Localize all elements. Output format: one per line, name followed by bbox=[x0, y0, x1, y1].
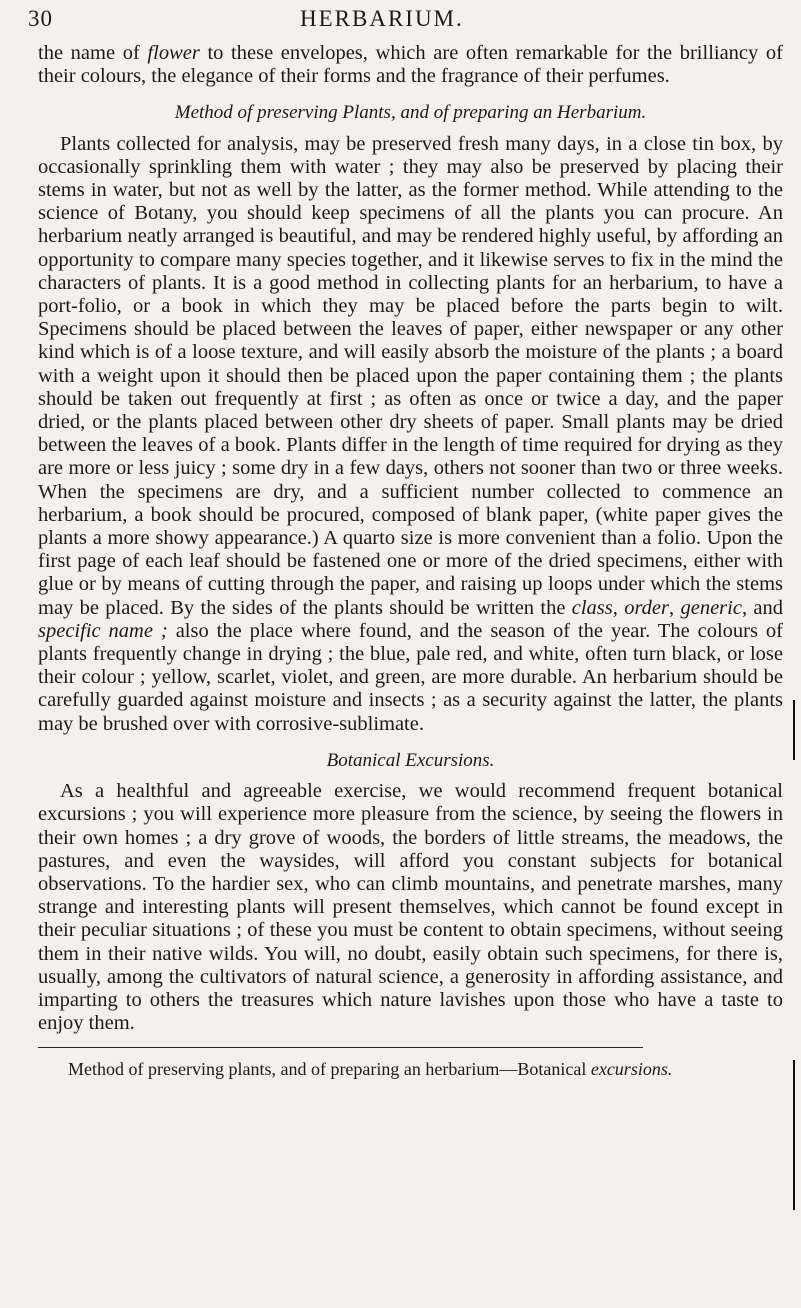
sep: , bbox=[669, 596, 681, 619]
section-heading-excursions: Botanical Excursions. bbox=[326, 749, 495, 771]
intro-text-a: the name of bbox=[38, 42, 148, 64]
footnote-text: Method of preserving plants, and of preparing an herbarium—Botanical bbox=[68, 1059, 591, 1080]
footnote-rule bbox=[38, 1047, 643, 1048]
preserving-paragraph bbox=[38, 133, 783, 736]
sep: , and bbox=[741, 596, 784, 619]
intro-text-b: to these envelopes, which are often remarkable for the brilliancy of their colours, the elegance of their forms and the fragrance of their perfumes. bbox=[38, 42, 783, 88]
sep: , bbox=[612, 596, 625, 619]
intro-paragraph bbox=[38, 42, 783, 88]
excursions-paragraph: As a healthful and agreeable exercise, we would recommend frequent botanical excursions ; you will experience more pleasure from the science, by seeing the flowers in their own homes ; a dry grove of woods, the borders of little streams, the meadows, the pastures, and even the waysides, will afford you constant subjects for botanical observations. To the hardier sex, who can climb mountains, and penetrate marshes, many strange and interesting plants will present themselves, which cannot be found except in their peculiar situations ; of these you must be content to obtain specimens, without seeing them in their native wilds. You will, no doubt, easily obtain such specimens, for there is, usually, among the cultivators of natural science, a generosity in affording assistance, and imparting to others the treasures which nature lavishes upon those who have a taste to enjoy them. bbox=[38, 780, 783, 1035]
running-head bbox=[0, 2, 801, 36]
edge-mark bbox=[793, 1060, 795, 1210]
footnote bbox=[38, 1058, 783, 1080]
italic-class: class bbox=[571, 596, 613, 619]
body-text bbox=[38, 42, 783, 1080]
intro-italic: flower bbox=[147, 42, 200, 64]
section-heading-preserving: Method of preserving Plants, and of preparing an Herbarium. bbox=[174, 102, 647, 124]
preserving-text-a: Plants collected for analysis, may be preserved fresh many days, in a close tin box, by occasionally sprinkling them with water ; they may also be preserved by placing their stems in water, but not as well by the latter, as the former method. While attending to the science of Botany, you should keep specimens of all the plants you can procure. An herbarium neatly arranged is beautiful, and may be rendered highly useful, by affording an opportunity to compare many species together, and it likewise serves to fix in the mind the characters of plants. It is a good method in collecting plants for an herbarium, to have a port-folio, or a book in which they may be placed before the parts begin to wilt. Specimens should be placed between the leaves of paper, either newspaper or any other kind which is of a loose texture, and will easily absorb the moisture of the plants ; a board with a weight upon it should then be placed upon the paper containing them ; the plants should be taken out frequently at first ; as often as once or twice a day, and the paper dried, or the plants placed between other dry sheets of paper. Small plants may be dried between the leaves of a book. Plants differ in the length of time required for drying as they are more or less juicy ; some dry in a few days, others not sooner than two or three weeks. When the specimens are dry, and a sufficient number collected to commence an herbarium, a book should be procured, composed of blank paper, (white paper gives the plants a more showy appearance.) A quarto size is more convenient than a folio. Upon the first page of each leaf should be fastened one or more of the dried specimens, either with glue or by means of cutting through the paper, and raising up loops under which the stems may be placed. By the sides of the plants should be written the bbox=[38, 132, 783, 619]
italic-specific: specific name ; bbox=[38, 619, 168, 642]
page-number: 30 bbox=[28, 6, 53, 31]
preserving-text-b: also the place where found, and the season of the year. The colours of plants frequently change in drying ; the blue, pale red, and white, often turn black, or lose their colour ; yellow, scarlet, violet, and green, are more durable. An herbarium should be carefully guarded against moisture and insects ; as a security against the latter, the plants may be brushed over with corrosive-sublimate. bbox=[38, 619, 784, 735]
italic-order: order bbox=[624, 596, 670, 619]
edge-mark bbox=[793, 700, 795, 760]
running-title: HERBARIUM. bbox=[300, 6, 464, 31]
footnote-italic: excursions. bbox=[590, 1059, 673, 1080]
italic-generic: generic bbox=[680, 596, 742, 619]
